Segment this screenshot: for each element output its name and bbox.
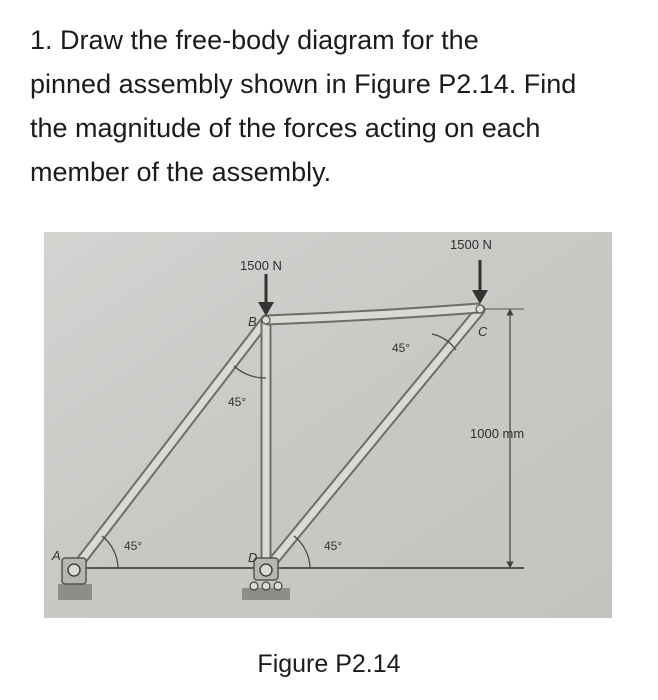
load-label-c: 1500 N [450, 237, 492, 252]
question-line-3: the magnitude of the forces acting on each [30, 113, 541, 143]
angle-label-mid-left: 45° [228, 395, 247, 409]
figure-p2-14-photo [44, 232, 612, 618]
joint-b [262, 316, 270, 324]
joint-c [476, 305, 484, 313]
node-label-c: C [478, 324, 488, 339]
support-a-pin [62, 558, 86, 584]
node-label-a: A [52, 548, 61, 563]
load-label-b: 1500 N [240, 258, 282, 273]
question-line-1: 1. Draw the free-body diagram for the [30, 25, 479, 55]
figure-caption: Figure P2.14 [257, 650, 401, 678]
node-label-b: B [248, 314, 257, 329]
angle-label-top-right: 45° [392, 341, 411, 355]
angle-label-bottom-mid: 45° [324, 539, 343, 553]
angle-label-bottom-left: 45° [124, 539, 143, 553]
question-text [30, 18, 640, 194]
question-line-2: pinned assembly shown in Figure P2.14. Find [30, 69, 577, 99]
dimension-label: 1000 mm [470, 426, 525, 441]
photo-background [44, 232, 612, 618]
node-label-d: D [248, 550, 258, 565]
question-line-4: member of the assembly. [30, 157, 332, 187]
